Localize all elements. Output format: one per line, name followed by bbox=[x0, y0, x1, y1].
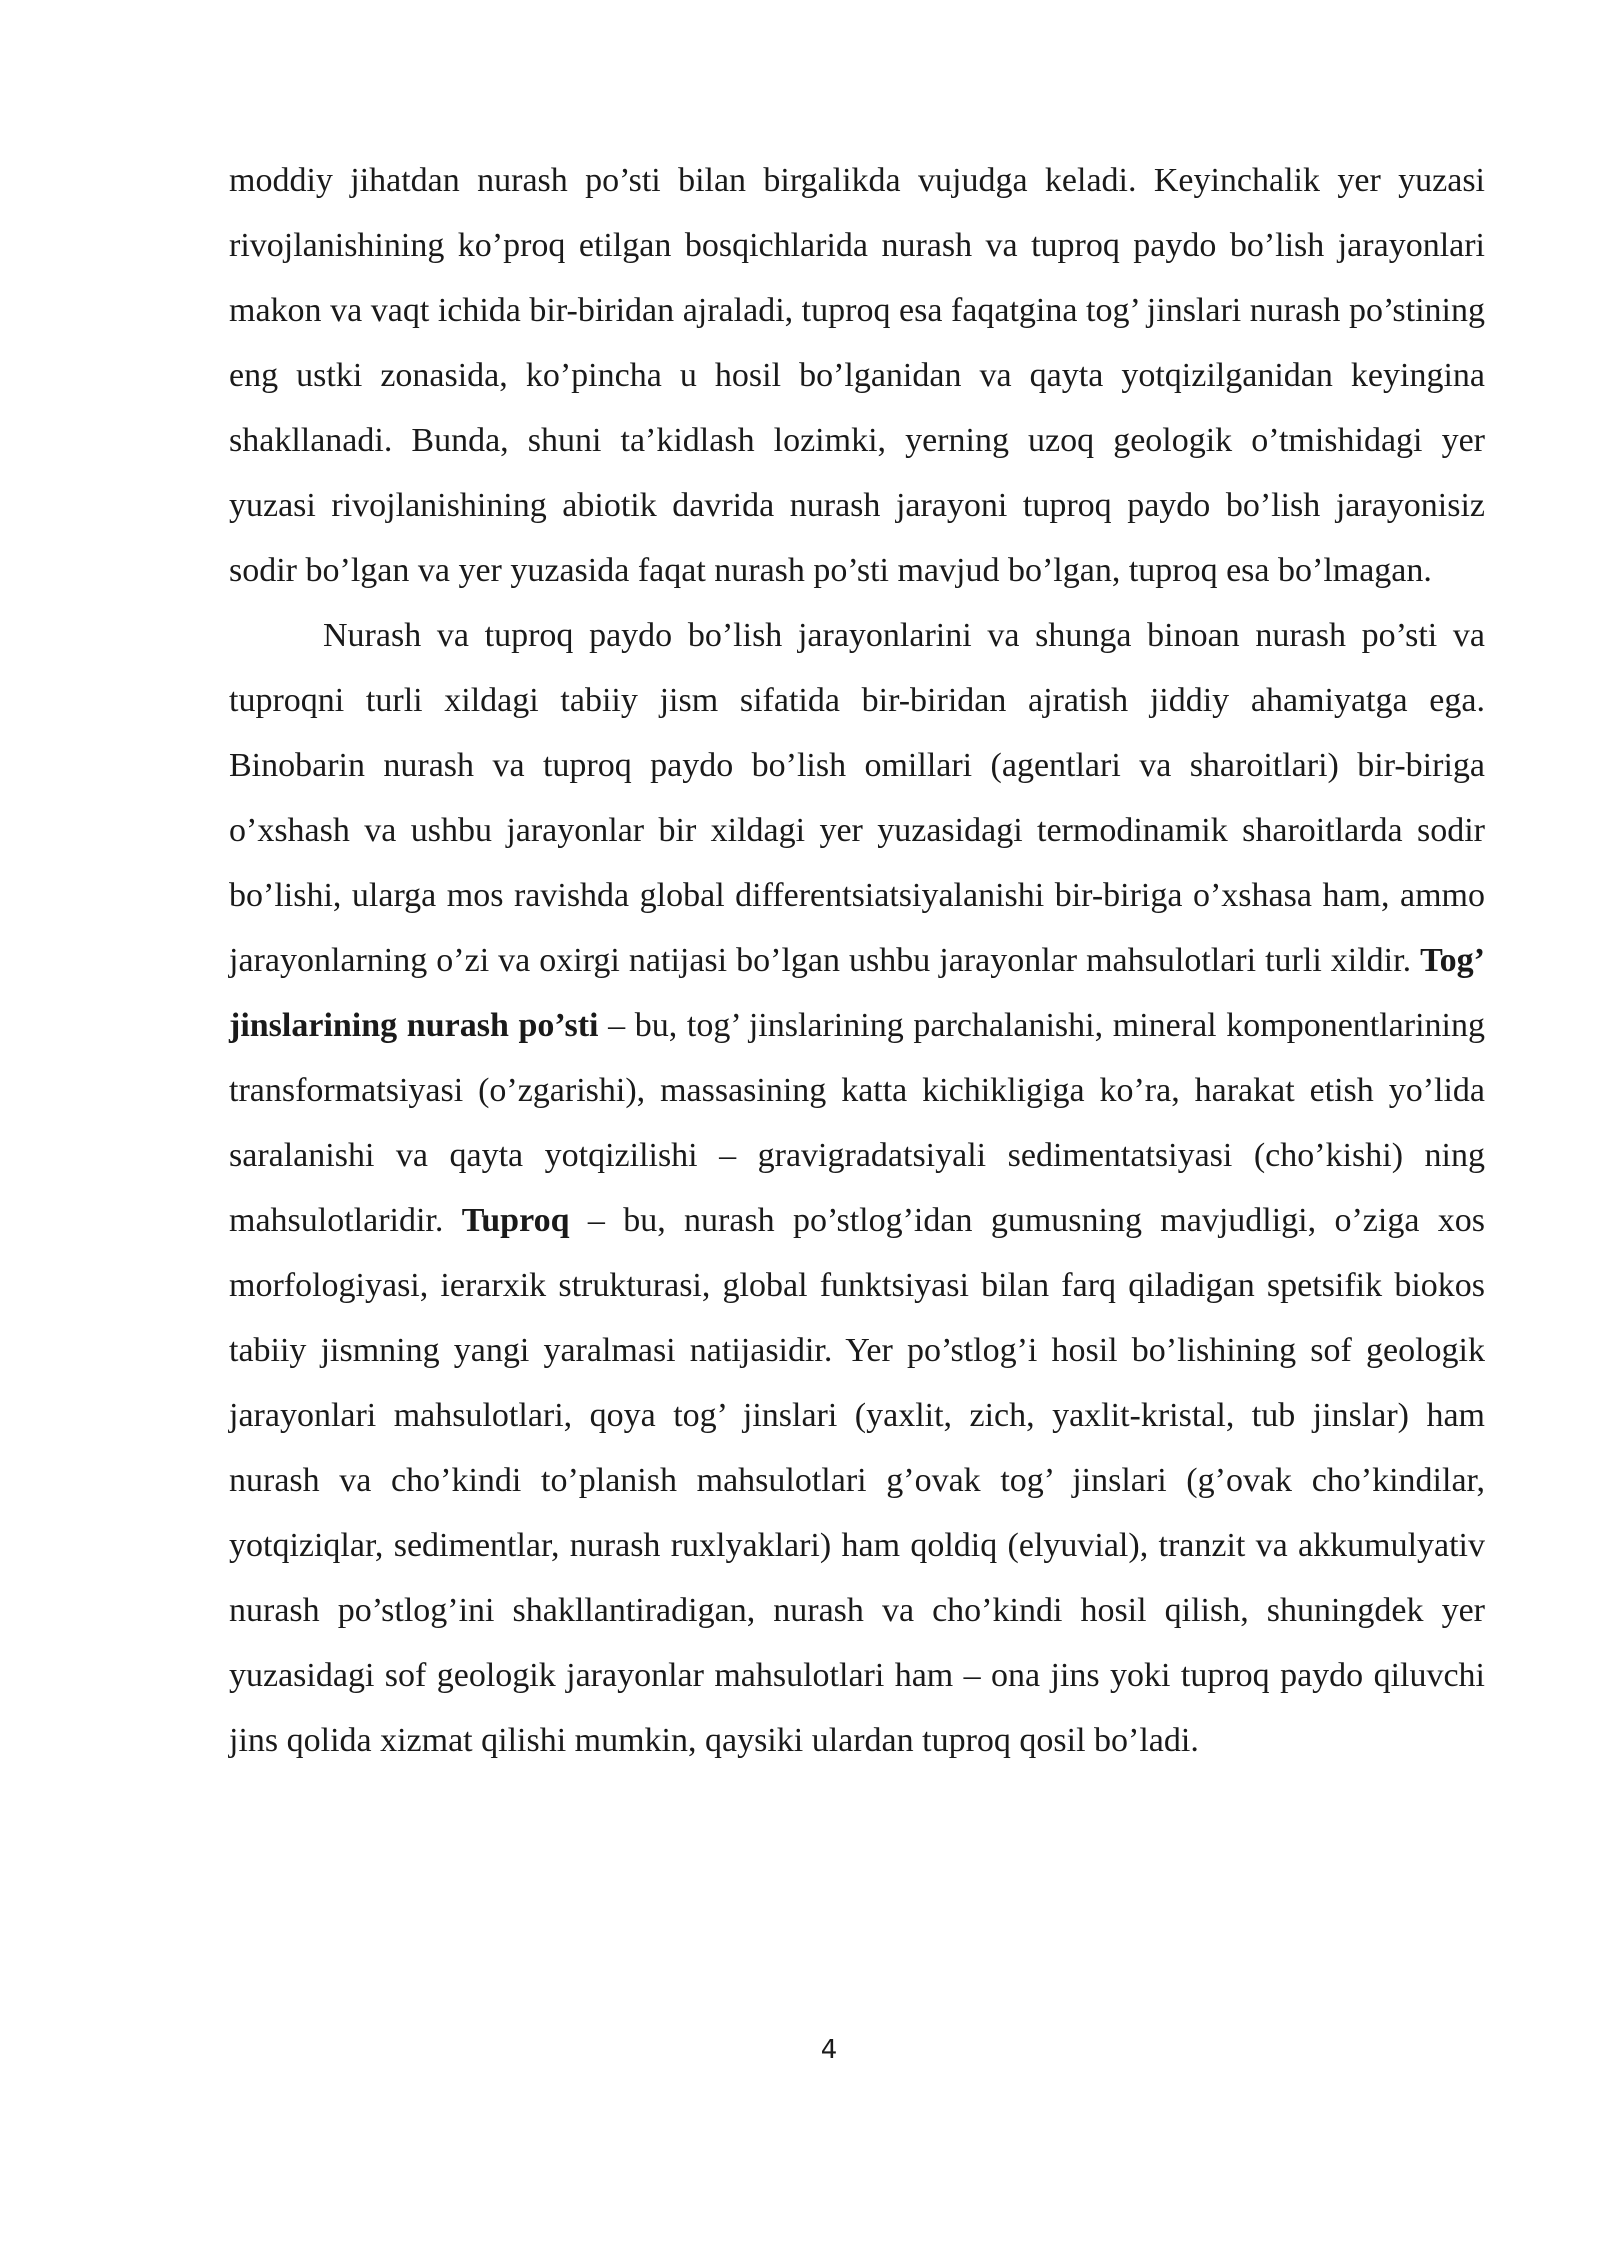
paragraph-text: – bu, tog’ jinslarining parchalanishi, mineral komponentlarining transformatsiyasi (o’zgarishi), massasining katta kichikligiga ko’ra, harakat etish yo’lida saralanishi va qayta yotqizilishi – gravigradatsiyali sedimentatsiyasi (cho’kishi) ning mahsulotlaridir. bbox=[229, 1007, 1485, 1239]
paragraph-text: – bu, nurash po’stlog’idan gumusning mavjudligi, o’ziga xos morfologiyasi, ierarxik strukturasi, global funktsiyasi bilan farq qiladigan spetsifik biokos tabiiy jismning yangi yaralmasi natijasidir. Yer po’stlog’i hosil bo’lishining sof geologik jarayonlari mahsulotlari, qoya tog’ jinslari (yaxlit, zich, yaxlit-kristal, tub jinslar) ham nurash va cho’kindi to’planish mahsulotlari g’ovak tog’ jinslari (g’ovak cho’kindilar, yotqiziqlar, sedimentlar, nurash ruxlyaklari) ham qoldiq (elyuvial), tranzit va akkumulyativ nurash po’stlog’ini shakllantiradigan, nurash va cho’kindi hosil qilish, shuningdek yer yuzasidagi sof geologik jarayonlar mahsulotlari ham – ona jins yoki tuproq paydo qiluvchi jins qolida xizmat qilishi mumkin, qaysiki ulardan tuproq qosil bo’ladi. bbox=[229, 1202, 1486, 1759]
bold-term-tuproq: Tuproq bbox=[461, 1202, 570, 1239]
paragraph-definitions bbox=[229, 603, 1485, 1773]
page-number: 4 bbox=[820, 2035, 838, 2065]
bold-term-nurash-posti: Tog’ jinslarining nurash po’sti bbox=[229, 942, 1485, 1044]
document-body bbox=[229, 148, 1485, 1773]
paragraph-text: Nurash va tuproq paydo bo’lish jarayonlarini va shunga binoan nurash po’sti va tuproqni turli xildagi tabiiy jism sifatida bir-biridan ajratish jiddiy ahamiyatga ega. Binobarin nurash va tuproq paydo bo’lish omillari (agentlari va sharoitlari) bir-biriga o’xshash va ushbu jarayonlar bir xildagi yer yuzasidagi termodinamik sharoitlarda sodir bo’lishi, ularga mos ravishda global differentsiatsiyalanishi bir-biriga o’xshasa ham, ammo jarayonlarning o’zi va oxirgi natijasi bo’lgan ushbu jarayonlar mahsulotlari turli xildir. bbox=[229, 617, 1485, 979]
paragraph-continuation bbox=[229, 148, 1485, 603]
paragraph-text: moddiy jihatdan nurash po’sti bilan birgalikda vujudga keladi. Keyinchalik yer yuzasi rivojlanishining ko’proq etilgan bosqichlarida nurash va tuproq paydo bo’lish jarayonlari makon va vaqt ichida bir-biridan ajraladi, tuproq esa faqatgina tog’ jinslari nurash po’stining eng ustki zonasida, ko’pincha u hosil bo’lganidan va qayta yotqizilganidan keyingina shakllanadi. Bunda, shuni ta’kidlash lozimki, yerning uzoq geologik o’tmishidagi yer yuzasi rivojlanishining abiotik davrida nurash jarayoni tuproq paydo bo’lish jarayonisiz sodir bo’lgan va yer yuzasida faqat nurash po’sti mavjud bo’lgan, tuproq esa bo’lmagan. bbox=[229, 162, 1485, 589]
